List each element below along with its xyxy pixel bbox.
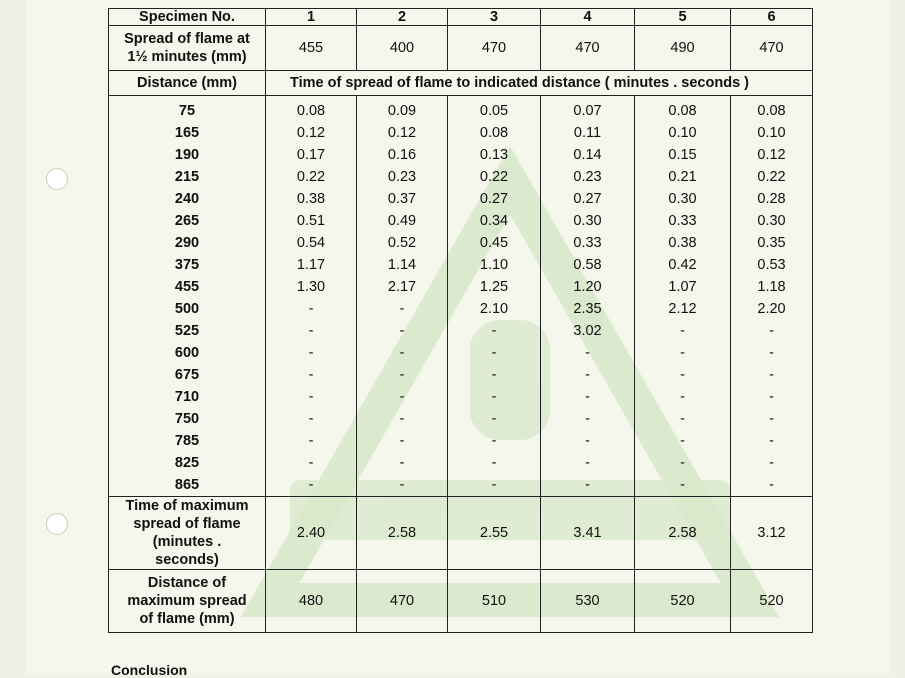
time-value: 0.27 [573,191,602,207]
time-value: 1.07 [668,279,697,295]
specimen-number: 5 [635,9,731,26]
time-value: - [769,433,774,449]
time-value: - [308,323,314,339]
time-value: 0.14 [573,147,602,163]
distance-value: 525 [174,323,200,339]
distance-value: 825 [174,455,200,471]
binder-hole-icon [46,168,68,190]
time-value: 0.22 [296,169,326,185]
time-value: 0.10 [757,125,786,141]
time-value: - [308,433,314,449]
time-value: 0.09 [387,103,417,119]
time-value: 0.13 [479,147,509,163]
time-value: 0.05 [479,103,509,119]
time-value: 1.20 [573,279,602,295]
time-value: 0.28 [757,191,786,207]
specimen-row [109,9,813,26]
time-value: 0.15 [668,147,697,163]
time-value: - [308,477,314,493]
specimen-label: Specimen No. [109,9,266,26]
time-value: - [491,433,497,449]
specimen-number: 1 [266,9,357,26]
time-value: - [680,367,685,383]
time-value: - [491,455,497,471]
time-value: - [585,411,590,427]
max-time-value: 2.55 [448,497,541,570]
max-distance-label: Distance of maximum spread of flame (mm) [109,570,266,633]
spread-value: 400 [357,26,448,71]
time-value: - [308,345,314,361]
time-value: 2.17 [387,279,417,295]
time-value: - [491,477,497,493]
time-value: 0.58 [573,257,602,273]
specimen-number: 3 [448,9,541,26]
time-value: 0.16 [387,147,417,163]
time-value: - [399,323,405,339]
specimen-number: 6 [731,9,813,26]
time-value: - [308,301,314,317]
time-value: 1.25 [479,279,509,295]
time-value: - [585,455,590,471]
time-value: 0.38 [668,235,697,251]
time-value: - [308,367,314,383]
time-value: - [399,367,405,383]
distance-value: 500 [174,301,200,317]
time-value: - [769,411,774,427]
time-value: - [585,345,590,361]
time-value: 0.51 [296,213,326,229]
distance-value: 75 [178,103,196,119]
time-value: 0.38 [296,191,326,207]
time-value: - [308,455,314,471]
distance-value: 865 [174,477,200,493]
max-time-value: 2.58 [357,497,448,570]
max-time-value: 3.12 [731,497,813,570]
time-value: 3.02 [573,323,602,339]
time-value: 0.08 [668,103,697,119]
time-value: - [680,411,685,427]
time-value: - [680,389,685,405]
time-value: 0.10 [668,125,697,141]
distance-value: 190 [174,147,200,163]
distance-value: 215 [174,169,200,185]
time-list [731,100,812,496]
max-distance-value: 530 [541,570,635,633]
time-value: 0.45 [479,235,509,251]
time-value: 0.12 [387,125,417,141]
time-list [541,100,634,496]
time-value: 0.54 [296,235,326,251]
time-value: 1.18 [757,279,786,295]
distance-value: 600 [174,345,200,361]
distance-value: 710 [174,389,200,405]
max-distance-value: 520 [635,570,731,633]
time-value: 0.23 [387,169,417,185]
time-value: 0.33 [573,235,602,251]
spread-value: 455 [266,26,357,71]
time-value: - [491,411,497,427]
distance-label: Distance (mm) [109,71,266,96]
max-time-value: 2.58 [635,497,731,570]
time-value: 0.07 [573,103,602,119]
time-value: 0.22 [757,169,786,185]
time-value: 0.27 [479,191,509,207]
time-value: 0.33 [668,213,697,229]
data-row [109,96,813,497]
time-list [448,100,540,496]
time-value: - [585,477,590,493]
max-time-row [109,497,813,570]
spread-value: 470 [448,26,541,71]
time-value: - [769,367,774,383]
spread-value: 490 [635,26,731,71]
time-value: - [769,389,774,405]
time-value: 0.34 [479,213,509,229]
time-value: - [680,345,685,361]
distance-list [109,100,265,496]
distance-value: 240 [174,191,200,207]
time-value: - [399,455,405,471]
time-value: 0.42 [668,257,697,273]
spread-value: 470 [731,26,813,71]
max-distance-value: 520 [731,570,813,633]
time-value: - [308,389,314,405]
time-value: - [585,389,590,405]
time-value: - [308,411,314,427]
time-value: 2.20 [757,301,786,317]
distance-value: 455 [174,279,200,295]
time-value: 0.08 [479,125,509,141]
time-value: 0.37 [387,191,417,207]
time-value: - [585,433,590,449]
time-value: - [399,411,405,427]
time-value: - [769,345,774,361]
conclusion-heading: Conclusion [111,662,188,678]
time-value: - [399,345,405,361]
time-list [266,100,356,496]
distance-header-row [109,71,813,96]
specimen-number: 2 [357,9,448,26]
time-value: - [680,455,685,471]
time-value: 2.10 [479,301,509,317]
distance-value: 265 [174,213,200,229]
distance-value: 750 [174,411,200,427]
time-value: 1.14 [387,257,417,273]
time-value: 0.35 [757,235,786,251]
time-value: 0.30 [573,213,602,229]
time-list [635,100,730,496]
max-time-label: Time of maximum spread of flame (minutes . seconds) [109,497,266,570]
time-value: 0.12 [296,125,326,141]
distance-value: 165 [174,125,200,141]
time-value: 0.21 [668,169,697,185]
time-value: 2.35 [573,301,602,317]
distance-value: 675 [174,367,200,383]
time-value: - [769,455,774,471]
specimen-number: 4 [541,9,635,26]
binder-hole-icon [46,513,68,535]
distance-value: 785 [174,433,200,449]
distance-value: 290 [174,235,200,251]
time-value: - [680,433,685,449]
time-value: 1.30 [296,279,326,295]
time-value: - [399,301,405,317]
time-value: 0.30 [668,191,697,207]
time-value: - [491,389,497,405]
time-value: - [491,367,497,383]
time-value: 0.49 [387,213,417,229]
time-value: 1.17 [296,257,326,273]
max-time-value: 2.40 [266,497,357,570]
time-value: 0.52 [387,235,417,251]
time-value: 0.17 [296,147,326,163]
time-value: - [399,389,405,405]
time-value: 0.08 [757,103,786,119]
time-value: - [769,477,774,493]
distance-value: 375 [174,257,200,273]
spread-row [109,26,813,71]
time-value: 1.10 [479,257,509,273]
max-time-value: 3.41 [541,497,635,570]
time-value: - [491,323,497,339]
max-distance-value: 480 [266,570,357,633]
time-value: 0.12 [757,147,786,163]
time-value: - [399,477,405,493]
time-value: - [680,477,685,493]
time-value: - [769,323,774,339]
time-value: 0.22 [479,169,509,185]
time-value: 0.30 [757,213,786,229]
time-value: 0.11 [573,125,602,141]
time-value: 0.23 [573,169,602,185]
time-value: - [399,433,405,449]
time-value: 2.12 [668,301,697,317]
time-value: - [680,323,685,339]
time-value: 0.53 [757,257,786,273]
max-distance-value: 510 [448,570,541,633]
spread-value: 470 [541,26,635,71]
flame-spread-table [108,8,813,633]
time-value: - [585,367,590,383]
max-distance-row [109,570,813,633]
max-distance-value: 470 [357,570,448,633]
time-value: 0.08 [296,103,326,119]
time-list [357,100,447,496]
time-header: Time of spread of flame to indicated distance ( minutes . seconds ) [266,71,813,96]
time-value: - [491,345,497,361]
spread-label: Spread of flame at 1½ minutes (mm) [109,26,266,71]
